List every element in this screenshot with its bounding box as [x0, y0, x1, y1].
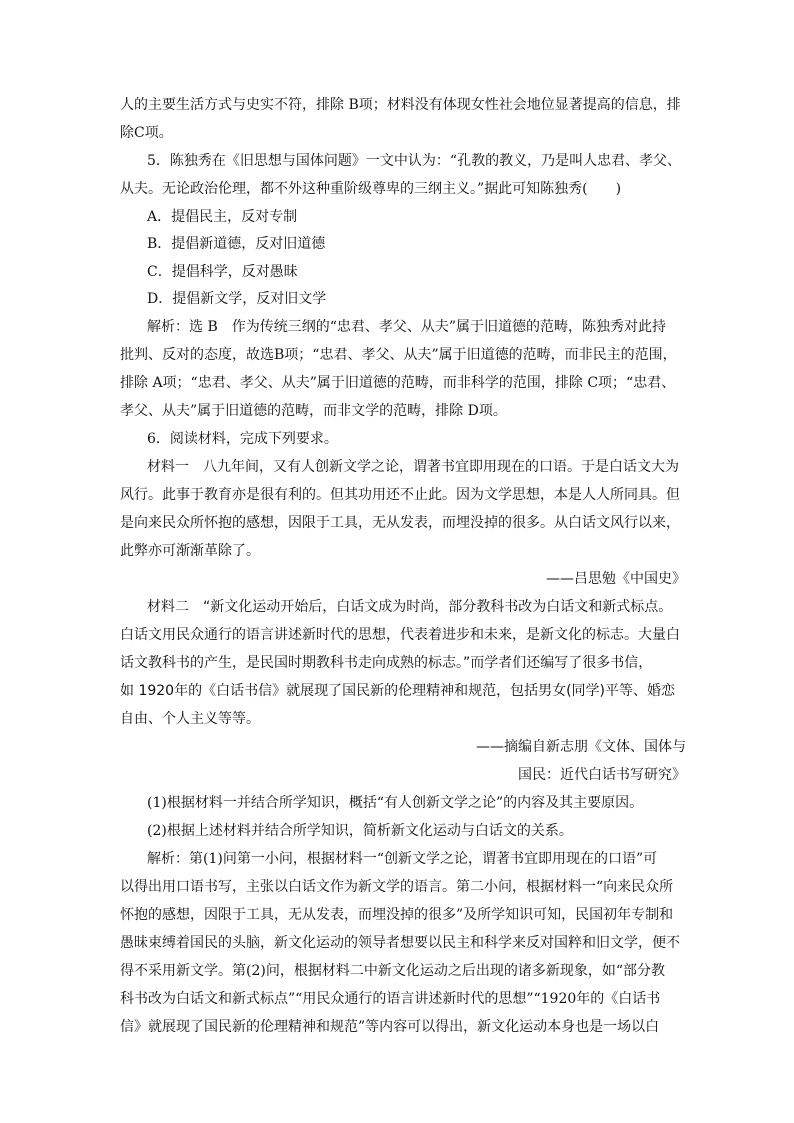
option-d: D．提倡新文学，反对旧文学	[147, 291, 327, 307]
analysis-6: 信》就展现了国民新的伦理精神和规范”等内容可以得出，新文化运动本身也是一场以白	[120, 1019, 660, 1035]
analysis-6: 解析：第(1)问第一小问，根据材料一“创新文学之论，谓著书宜即用现在的口语”可	[147, 851, 658, 867]
material-one: 此弊亦可渐渐革除了。	[120, 543, 260, 559]
option-a: A．提倡民主，反对专制	[147, 209, 298, 225]
material-two: 话文教科书的产生，是民国时期教科书走向成熟的标志。”而学者们还编写了很多书信，	[120, 655, 653, 671]
material-two-source: ——摘编自新志朋《文体、国体与	[476, 739, 686, 755]
material-one-source: ——吕思勉《中国史》	[546, 571, 686, 587]
question-6-part-1: (1)根据材料一并结合所学知识，概括“有人创新文学之论”的内容及其主要原因。	[147, 795, 644, 811]
analysis-5: 孝父、从夫”属于旧道德的范畴，而非文学的范畴，排除 D项。	[120, 403, 507, 419]
material-two: 材料二 “新文化运动开始后，白话文成为时尚，部分教科书改为白话文和新式标点。	[147, 599, 673, 615]
option-b: B．提倡新道德，反对旧道德	[147, 236, 326, 252]
question-5-stem: 从夫。无论政治伦理，都不外这种重阶级尊卑的三纲主义。”据此可知陈独秀( )	[120, 181, 622, 197]
text-line: 人的主要生活方式与史实不符，排除 B项；材料没有体现女性社会地位显著提高的信息，排	[120, 97, 681, 113]
material-one: 材料一 八九年间，又有人创新文学之论，谓著书宜即用现在的口语。于是白话文大为	[147, 459, 679, 475]
text-line: 除C项。	[120, 125, 173, 141]
question-6-part-2: (2)根据上述材料并结合所学知识，简析新文化运动与白话文的关系。	[147, 823, 573, 839]
analysis-6: 愚昧束缚着国民的头脑，新文化运动的领导者想要以民主和科学来反对国粹和旧文学，便不	[120, 935, 680, 951]
material-two: 如 1920年的《白话书信》就展现了国民新的伦理精神和规范，包括男女(同学)平等、婚恋	[120, 683, 676, 699]
material-two-source: 国民：近代白话书写研究》	[518, 767, 686, 783]
material-one: 风行。此事于教育亦是很有利的。但其功用还不止此。因为文学思想，本是人人所同具。但	[120, 487, 680, 503]
question-5-stem: 5．陈独秀在《旧思想与国体问题》一文中认为：“孔教的教义，乃是叫人忠君、孝父、	[147, 153, 682, 169]
material-two: 自由、个人主义等等。	[120, 711, 260, 727]
option-c: C．提倡科学，反对愚昧	[147, 264, 298, 280]
question-6-stem: 6．阅读材料，完成下列要求。	[147, 431, 338, 447]
analysis-6: 科书改为白话文和新式标点”“用民众通行的语言讲述新时代的思想”“1920年的《白话书	[120, 991, 661, 1007]
material-one: 是向来民众所怀抱的感想，因限于工具，无从发表，而埋没掉的很多。从白话文风行以来，	[120, 515, 680, 531]
analysis-5: 排除 A项；“忠君、孝父、从夫”属于旧道德的范畴，而非科学的范围，排除 C项；“忠君、	[120, 375, 676, 391]
analysis-6: 得不采用新文学。第(2)问，根据材料二中新文化运动之后出现的诸多新现象，如“部分教	[120, 963, 665, 979]
material-two: 白话文用民众通行的语言讲述新时代的思想，代表着进步和未来，是新文化的标志。大量白	[120, 627, 680, 643]
analysis-6: 以得出用口语书写，主张以白话文作为新文学的语言。第二小问，根据材料一“向来民众所	[120, 879, 674, 895]
analysis-5: 批判、反对的态度，故选B项；“忠君、孝父、从夫”属于旧道德的范畴，而非民主的范围，	[120, 347, 677, 363]
analysis-6: 怀抱的感想，因限于工具，无从发表，而埋没掉的很多”及所学知识可知，民国初年专制和	[120, 907, 674, 923]
analysis-5: 解析：选 B 作为传统三纲的“忠君、孝父、从夫”属于旧道德的范畴，陈独秀对此持	[147, 319, 667, 335]
